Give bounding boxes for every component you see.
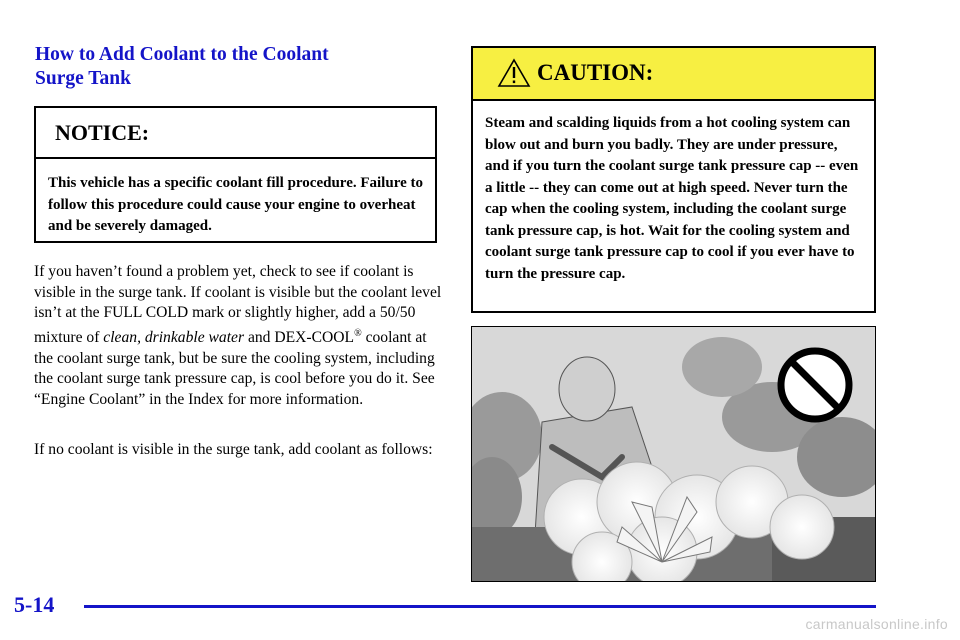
notice-text: This vehicle has a specific coolant fill procedure. Failure to follow this procedure could cause your engine to overheat and be severely damaged. — [48, 175, 423, 234]
caution-title: CAUTION: — [537, 60, 654, 85]
p1-italic-text: clean, drinkable water — [103, 328, 245, 346]
caution-box — [471, 46, 876, 313]
notice-box — [34, 106, 437, 243]
p1-text-b: and DEX-COOL — [244, 328, 355, 346]
heading-line-1: How to Add Coolant to the Coolant — [35, 44, 329, 65]
warning-triangle-icon — [497, 58, 531, 88]
footer-divider — [84, 605, 876, 608]
illustration-drawing — [472, 327, 876, 582]
notice-title: NOTICE: — [36, 108, 435, 159]
caution-text: Steam and scalding liquids from a hot cooling system can blow out and burn you badly. They are under pressure, and if you turn the coolant surge tank pressure cap -- even a little -- they can come out at high speed. Never turn the cap when the cooling system, including the coolant surge tank pressure cap, is hot. Wait for the cooling system and coolant surge tank pressure cap to cool if you ever have to turn the pressure cap. — [485, 115, 859, 282]
coolant-check-paragraph — [34, 262, 444, 410]
no-symbol-icon — [781, 351, 849, 419]
registered-mark: ® — [354, 327, 362, 339]
section-heading — [35, 43, 435, 91]
caution-header — [473, 48, 874, 101]
page-number: 5-14 — [14, 592, 55, 617]
add-coolant-paragraph: If no coolant is visible in the surge tank, add coolant as follows: — [34, 441, 433, 458]
steam-warning-illustration — [471, 326, 876, 582]
watermark: carmanualsonline.info — [805, 616, 948, 632]
heading-line-2: Surge Tank — [35, 68, 131, 89]
p1-text-a: If you haven’t found a problem yet, check to see if coolant is visible in the surge tank. If coolant is visible but the coolant level isn’t at the FULL COLD mark or slightly higher, add a 50/50 mixture of — [34, 263, 442, 346]
p1-text-c: coolant at the coolant surge tank, but be sure the cooling system, including the coolant surge tank pressure cap, is cool before you do it. See “Engine Coolant” in the Index for more information. — [34, 328, 435, 408]
